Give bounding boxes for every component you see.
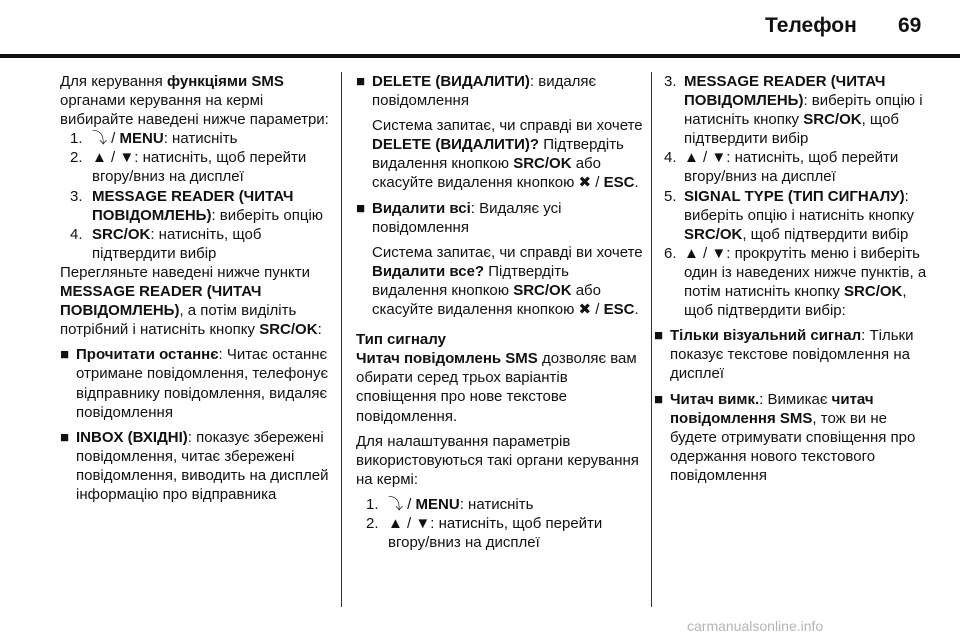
down-arrow-icon: ▼ — [711, 149, 727, 167]
down-arrow-icon: ▼ — [711, 244, 727, 262]
step-3: 3. MESSAGE READER (ЧИТАЧ ПОВІДОМЛЕНЬ): виберіть опцію і натисніть кнопку SRC/OK, щоб підтвердити вибір — [664, 73, 923, 148]
step-3: 3. MESSAGE READER (ЧИТАЧ ПОВІДОМЛЕНЬ): виберіть опцію — [70, 187, 324, 224]
up-arrow-icon: ▲ — [684, 244, 699, 262]
bullet-delete: ■ DELETE (ВИДАЛИТИ): видаляє повідомлення Система запитає, чи справді ви хочете DELETE (ВИДАЛИТИ)? Підтвердіть видалення кнопкою SRC/OK або скасуйте видалення кнопкою ✖ / ESC. — [356, 72, 646, 193]
step-1: 1. ⤵ / MENU: натисніть — [366, 495, 534, 513]
up-arrow-icon: ▲ — [92, 149, 107, 167]
step-5: 5. SIGNAL TYPE (ТИП СИГНАЛУ): виберіть опцію і натисніть кнопку SRC/OK, щоб підтвердити вибір — [664, 187, 915, 243]
delete-all-confirm-text: Система запитає, чи справді ви хочете Видалити все? Підтвердіть видалення кнопкою SRC/OK або скасуйте видалення кнопкою ✖ / ESC. — [372, 243, 643, 319]
column-1 — [60, 72, 330, 504]
down-arrow-icon: ▼ — [415, 514, 431, 532]
up-arrow-icon: ▲ — [388, 514, 403, 532]
page-title: Телефон — [765, 14, 857, 37]
bullet-icon: ■ — [654, 327, 664, 345]
column-divider-1 — [341, 72, 342, 607]
step-6: 6. ▲ / ▼: прокрутіть меню і виберіть один із наведених нижче пунктів, а потім натисніть кнопку SRC/OK, щоб підтвердити вибір: — [664, 244, 927, 320]
bullet-icon: ■ — [60, 346, 70, 364]
bullet-inbox: ■ INBOX (ВХІДНІ): показує збережені повідомлення, читає збережені повідомлення, виводить на дисплей інформацію про відправника — [60, 428, 329, 503]
bullet-icon: ■ — [356, 199, 366, 217]
bullet-delete-all: ■ Видалити всі: Видаляє усі повідомлення Система запитає, чи справді ви хочете Видалити все? Підтвердіть видалення кнопкою SRC/OK або скасуйте видалення кнопкою ✖ / ESC. — [356, 199, 646, 320]
step-1: 1. ⤵ / MENU: натисніть — [70, 130, 238, 148]
down-arrow-icon: ▼ — [119, 149, 135, 167]
bullet-icon: ■ — [356, 73, 366, 90]
settings-paragraph: Для налаштування параметрів використовуються такі органи керування на кермі: — [356, 432, 639, 488]
page-number: 69 — [898, 14, 922, 37]
bullet-reader-off: ■ Читач вимк.: Вимикає читач повідомлення SMS, тож ви не будете отримувати сповіщення про одержання нового текстового повідомлення — [654, 390, 916, 484]
page-header — [0, 0, 960, 64]
signal-type-heading: Тип сигналу — [356, 331, 446, 349]
delete-confirm-text: Система запитає, чи справді ви хочете DELETE (ВИДАЛИТИ)? Підтвердіть видалення кнопкою SRC/OK або скасуйте видалення кнопкою ✖ / ESC. — [372, 117, 643, 192]
column-2 — [356, 72, 646, 552]
column-divider-2 — [651, 72, 652, 607]
cancel-icon: ✖ — [578, 301, 592, 319]
review-paragraph: Перегляньте наведені нижче пункти MESSAGE READER (ЧИТАЧ ПОВІДОМЛЕНЬ), а потім виділіть потрібний і натисніть кнопку SRC/OK: — [60, 263, 322, 339]
back-icon: ⤵ — [388, 495, 404, 513]
bullet-visual-only: ■ Тільки візуальний сигнал: Тільки показує текстове повідомлення на дисплеї — [654, 327, 914, 383]
sms-intro: Для керування функціями SMS органами керування на кермі вибирайте наведені нижче параметри: — [60, 73, 329, 129]
step-2: 2. ▲ / ▼: натисніть, щоб перейти вгору/вниз на дисплеї — [366, 514, 603, 552]
cancel-icon: ✖ — [578, 174, 592, 192]
signal-type-paragraph: Читач повідомлень SMS дозволяє вам обирати серед трьох варіантів сповіщення про нове текстове повідомлення. — [356, 350, 637, 425]
header-rule — [0, 54, 960, 58]
bullet-icon: ■ — [654, 390, 664, 408]
bullet-read-last: ■ Прочитати останнє: Читає останнє отримане повідомлення, телефонує відправнику повідомлення, видаляє повідомлення — [60, 346, 329, 421]
step-4: 4. SRC/OK: натисніть, щоб підтвердити вибір — [70, 225, 262, 262]
up-arrow-icon: ▲ — [684, 149, 699, 167]
step-4: 4. ▲ / ▼: натисніть, щоб перейти вгору/вниз на дисплеї — [664, 149, 899, 186]
bullet-icon: ■ — [60, 428, 70, 446]
watermark: carmanualsonline.info — [687, 618, 824, 634]
column-3 — [654, 72, 934, 485]
step-2: 2. ▲ / ▼: натисніть, щоб перейти вгору/вниз на дисплеї — [70, 149, 307, 186]
back-icon: ⤵ — [92, 130, 108, 148]
